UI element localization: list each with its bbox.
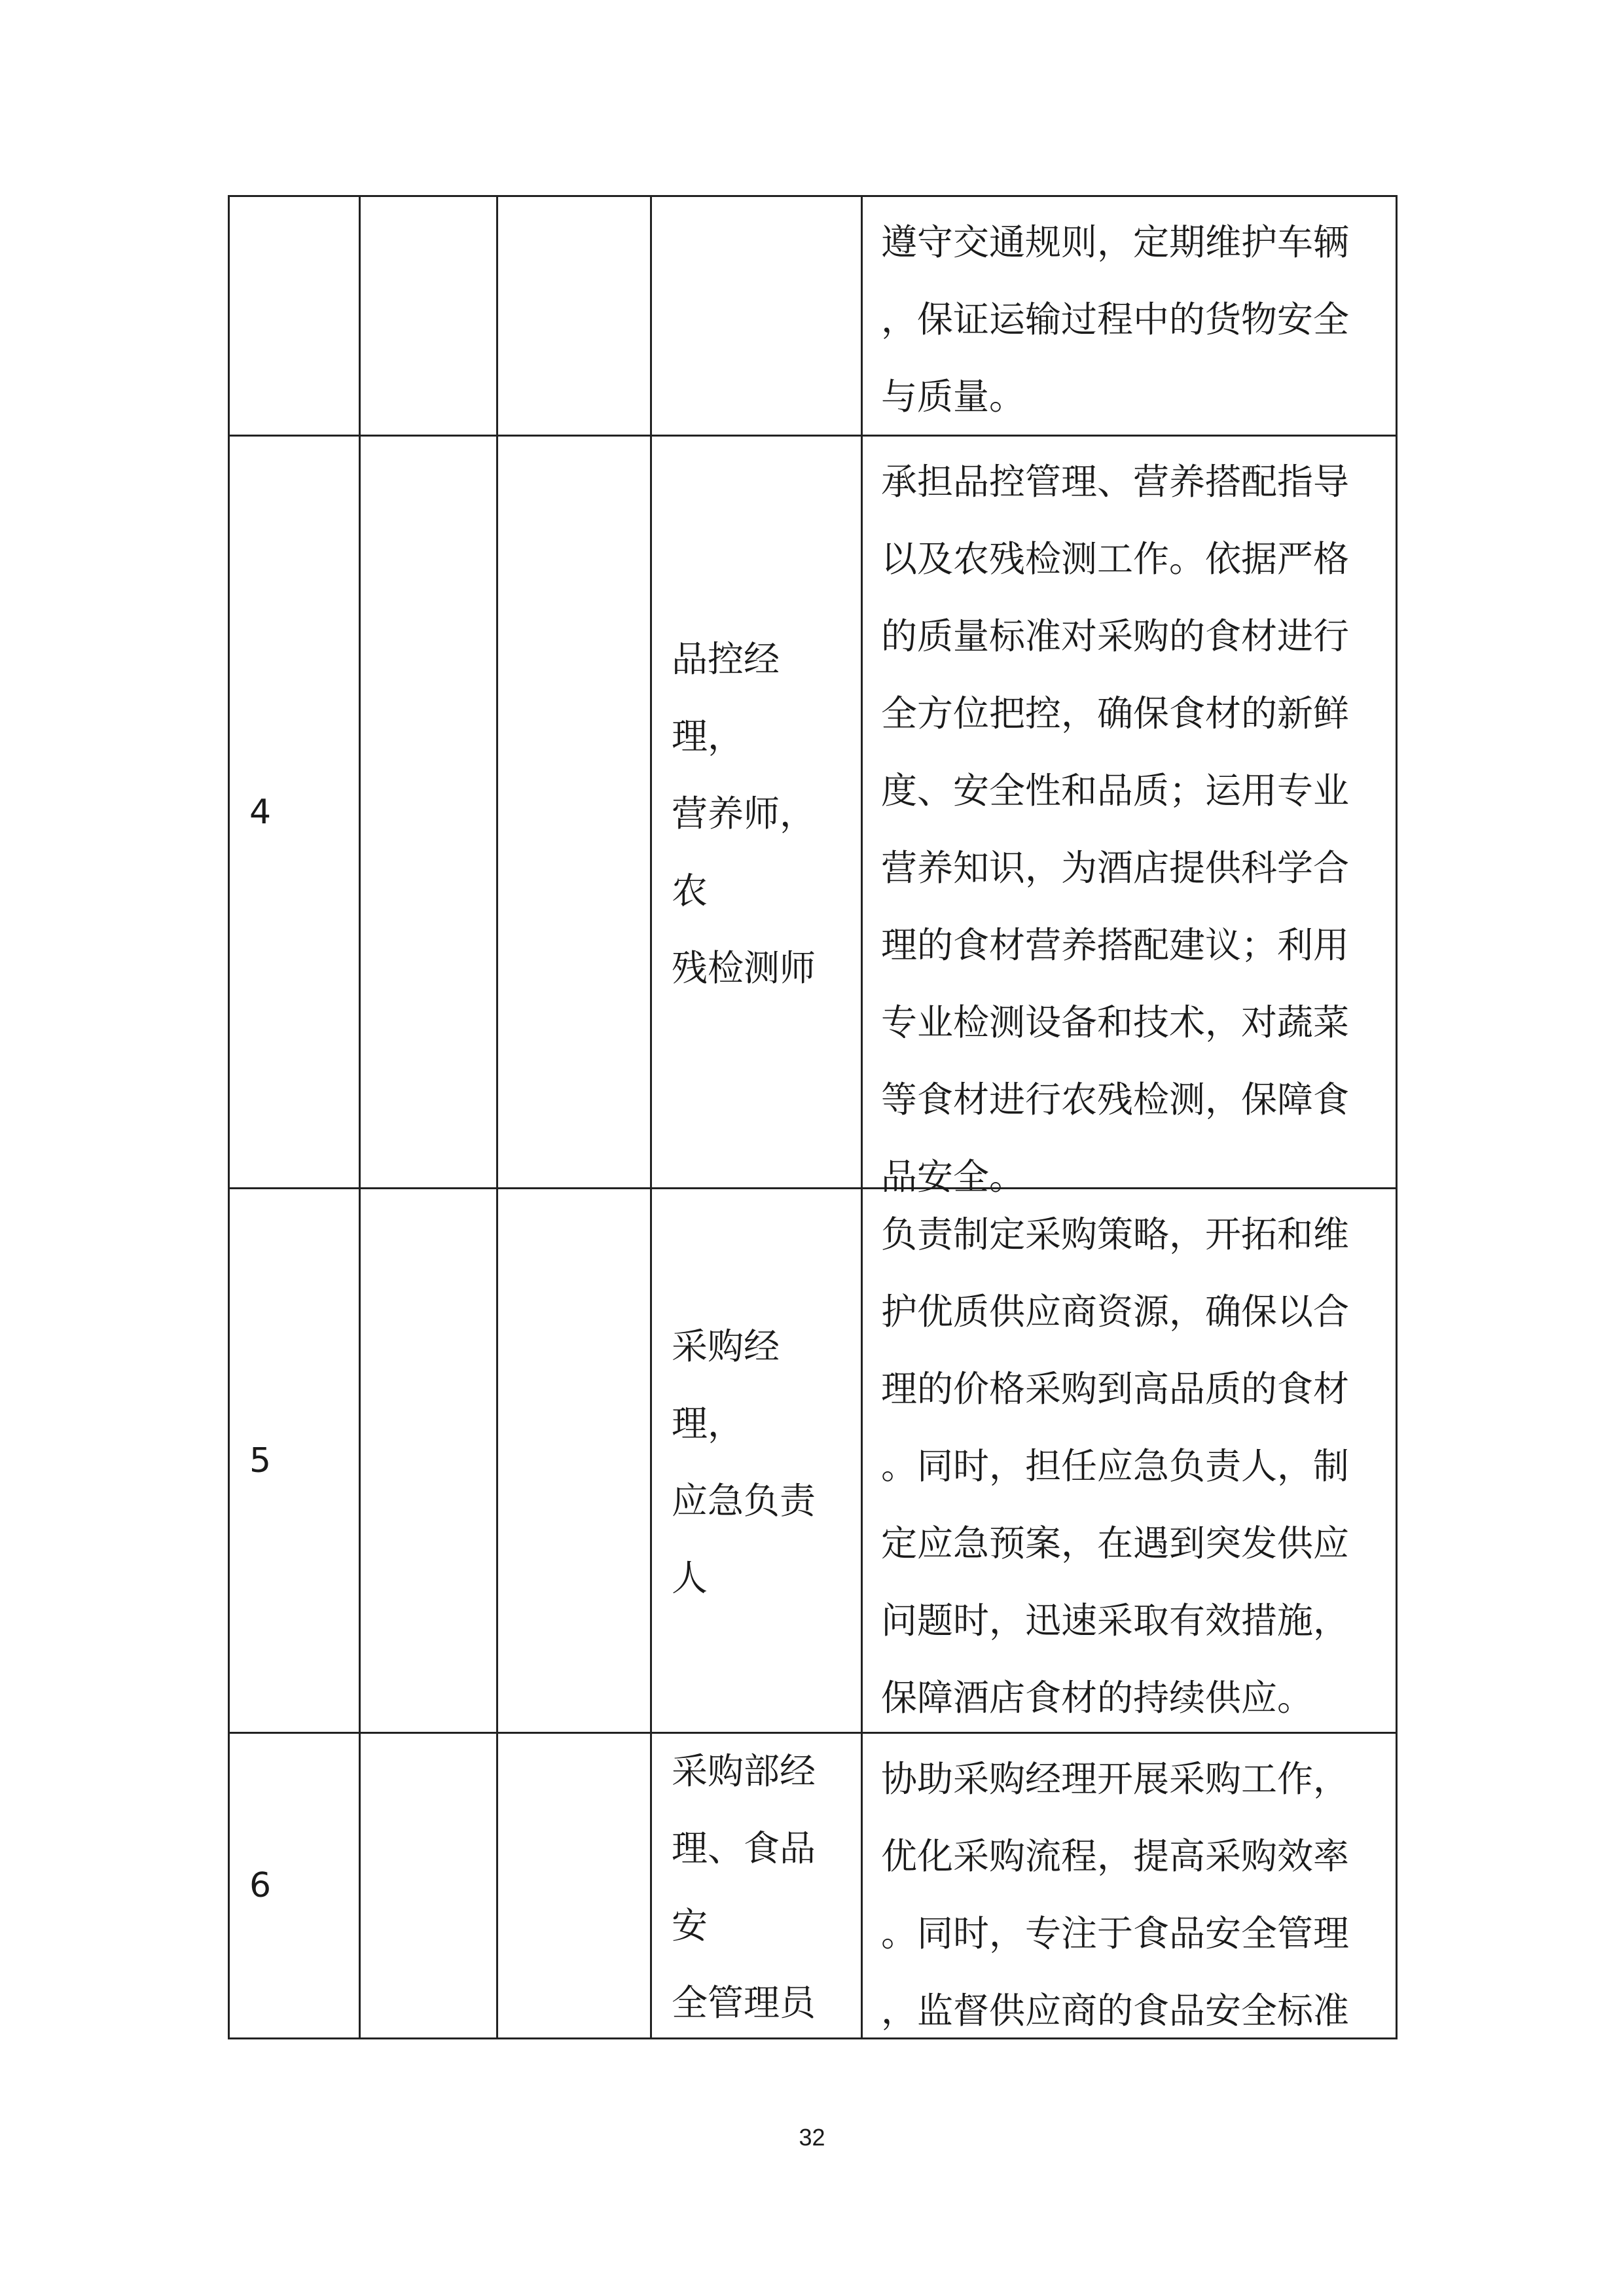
- description-line: 护优质供应商资源，确保以合: [881, 1291, 1350, 1333]
- staff-responsibility-table: [228, 195, 1398, 2039]
- description-line: 品安全。: [881, 1156, 1026, 1198]
- description-line: ，监督供应商的食品安全标准: [881, 1990, 1350, 2032]
- description-line: 协助采购经理开展采购工作，: [881, 1758, 1350, 1800]
- role-line: 理、食品安: [672, 1827, 816, 1946]
- row-role-6: [652, 1734, 861, 2037]
- column-divider: [359, 195, 361, 2039]
- row-number-5: 5: [249, 1441, 272, 1480]
- description-line: 保障酒店食材的持续供应。: [881, 1677, 1314, 1719]
- description-line: 理的食材营养搭配建议；利用: [881, 924, 1350, 966]
- row-description-4: [863, 437, 1396, 1198]
- description-line: 以及农残检测工作。依据严格: [881, 538, 1350, 580]
- description-line: 专业检测设备和技术，对蔬菜: [881, 1001, 1350, 1043]
- role-line: 品控经理，: [672, 637, 780, 757]
- description-line: 等食材进行农残检测，保障食: [881, 1079, 1350, 1121]
- description-line: 与质量。: [881, 376, 1026, 418]
- table-row-continued-description: [863, 197, 1396, 435]
- description-line: 理的价格采购到高品质的食材: [881, 1368, 1350, 1410]
- row-role-5: [652, 1189, 861, 1732]
- description-line: 。同时，担任应急负责人，制: [881, 1445, 1350, 1487]
- role-line: 应急负责: [672, 1479, 816, 1522]
- role-line: 营养师，农: [672, 792, 816, 912]
- row-description-6: [863, 1734, 1396, 2037]
- description-line: 度、安全性和品质；运用专业: [881, 770, 1350, 812]
- page-number: 32: [799, 2124, 825, 2151]
- description-line: 优化采购流程，提高采购效率: [881, 1835, 1350, 1877]
- description-line: 全方位把控，确保食材的新鲜: [881, 692, 1350, 734]
- description-line: 承担品控管理、营养搭配指导: [881, 461, 1350, 503]
- role-line: 人: [672, 1556, 708, 1599]
- column-divider: [496, 195, 498, 2039]
- description-line: 的质量标准对采购的食材进行: [881, 615, 1350, 657]
- description-line: 负责制定采购策略，开拓和维: [881, 1213, 1350, 1255]
- role-line: 全管理员: [672, 1982, 816, 2024]
- description-line: 营养知识，为酒店提供科学合: [881, 847, 1350, 889]
- description-line: 问题时，迅速采取有效措施，: [881, 1600, 1350, 1641]
- role-line: 采购部经: [672, 1750, 816, 1792]
- row-role-4: [652, 437, 861, 1187]
- description-line: ，保证运输过程中的货物安全: [881, 298, 1350, 340]
- description-line: 定应急预案，在遇到突发供应: [881, 1522, 1350, 1564]
- row-number-4: 4: [249, 792, 272, 832]
- role-line: 残检测师: [672, 946, 816, 989]
- row-description-5: [863, 1189, 1396, 1732]
- role-line: 采购经理，: [672, 1325, 780, 1444]
- table-border-right: [1396, 195, 1398, 2039]
- row-number-6: 6: [249, 1866, 272, 1905]
- description-line: 。同时，专注于食品安全管理: [881, 1912, 1350, 1954]
- description-line: 遵守交通规则，定期维护车辆: [881, 221, 1350, 263]
